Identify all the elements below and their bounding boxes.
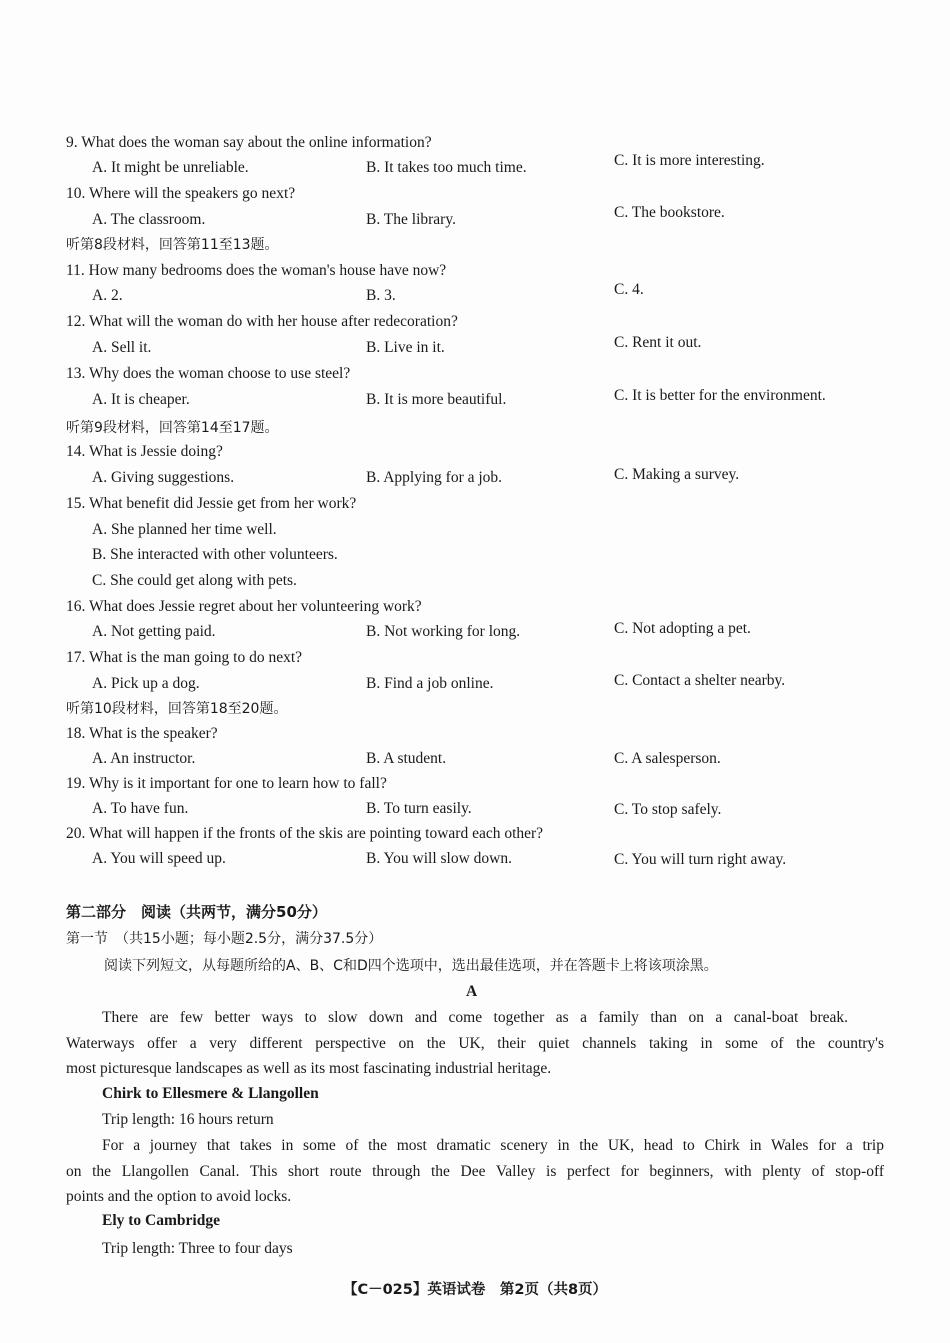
option-c: C. She could get along with pets. <box>92 572 297 589</box>
option-a: A. Not getting paid. <box>92 623 216 640</box>
question-14: 14. What is Jessie doing? <box>66 443 223 460</box>
option-a: A. Pick up a dog. <box>92 675 200 692</box>
section-heading-10: 听第10段材料，回答第18至20题。 <box>66 701 288 717</box>
question-19: 19. Why is it important for one to learn how to fall? <box>66 775 387 792</box>
option-a: A. You will speed up. <box>92 850 226 867</box>
option-b: B. To turn easily. <box>366 800 472 817</box>
option-a: A. She planned her time well. <box>92 521 277 538</box>
option-a: A. 2. <box>92 287 123 304</box>
section-heading-8: 听第8段材料，回答第11至13题。 <box>66 237 279 253</box>
option-b: B. It is more beautiful. <box>366 391 507 408</box>
option-c: C. To stop safely. <box>614 801 722 818</box>
option-b: B. It takes too much time. <box>366 159 527 176</box>
option-c: C. It is more interesting. <box>614 152 765 169</box>
section-heading-9: 听第9段材料，回答第14至17题。 <box>66 420 279 436</box>
option-c: C. The bookstore. <box>614 204 725 221</box>
question-9: 9. What does the woman say about the online information? <box>66 134 432 151</box>
trip1-line-1: For a journey that takes in some of the most dramatic scenery in the UK, head to Chirk in Wales for a trip <box>102 1137 884 1154</box>
question-20: 20. What will happen if the fronts of the skis are pointing toward each other? <box>66 825 544 842</box>
question-18: 18. What is the speaker? <box>66 725 218 742</box>
trip1-line-3: points and the option to avoid locks. <box>66 1188 292 1205</box>
option-a: A. An instructor. <box>92 750 196 767</box>
option-b: B. You will slow down. <box>366 850 512 867</box>
question-13: 13. Why does the woman choose to use steel? <box>66 365 351 382</box>
intro-line-3: most picturesque landscapes as well as its most fascinating industrial heritage. <box>66 1060 552 1077</box>
intro-line-1: There are few better ways to slow down and come together as a family than on a canal-boat break. <box>102 1009 848 1026</box>
question-10: 10. Where will the speakers go next? <box>66 185 296 202</box>
option-c: C. 4. <box>614 281 644 298</box>
question-17: 17. What is the man going to do next? <box>66 649 303 666</box>
trip1-line-2: on the Llangollen Canal. This short route through the Dee Valley is perfect for beginners, with plenty of stop-off <box>66 1163 884 1180</box>
option-b: B. She interacted with other volunteers. <box>92 546 338 563</box>
option-c: C. Not adopting a pet. <box>614 620 751 637</box>
instructions: 阅读下列短文，从每题所给的A、B、C和D四个选项中，选出最佳选项，并在答题卡上将该项涂黑。 <box>104 958 718 974</box>
option-a: A. The classroom. <box>92 211 206 228</box>
option-a: A. It is cheaper. <box>92 391 190 408</box>
part-title: 第二部分 阅读（共两节，满分50分） <box>66 903 327 921</box>
trip1-length: Trip length: 16 hours return <box>102 1111 274 1128</box>
option-b: B. 3. <box>366 287 396 304</box>
intro-line-2: Waterways offer a very different perspective on the UK, their quiet channels taking in some of the country's <box>66 1035 884 1052</box>
trip2-title: Ely to Cambridge <box>102 1212 220 1229</box>
option-a: A. Sell it. <box>92 339 152 356</box>
option-c: C. Making a survey. <box>614 466 740 483</box>
option-c: C. Rent it out. <box>614 334 702 351</box>
option-b: B. Find a job online. <box>366 675 494 692</box>
section-title: 第一节 （共15小题；每小题2.5分，满分37.5分） <box>66 931 383 947</box>
option-c: C. A salesperson. <box>614 750 721 767</box>
option-a: A. It might be unreliable. <box>92 159 249 176</box>
option-b: B. A student. <box>366 750 447 767</box>
question-16: 16. What does Jessie regret about her volunteering work? <box>66 598 422 615</box>
passage-label: A <box>466 983 478 1000</box>
option-a: A. Giving suggestions. <box>92 469 235 486</box>
option-b: B. Applying for a job. <box>366 469 503 486</box>
trip1-title: Chirk to Ellesmere & Llangollen <box>102 1085 319 1102</box>
question-11: 11. How many bedrooms does the woman's house have now? <box>66 262 447 279</box>
question-15: 15. What benefit did Jessie get from her work? <box>66 495 357 512</box>
option-a: A. To have fun. <box>92 800 189 817</box>
option-b: B. Live in it. <box>366 339 445 356</box>
option-c: C. It is better for the environment. <box>614 387 826 404</box>
page-footer: 【C－025】英语试卷 第2页（共8页） <box>342 1282 608 1298</box>
option-c: C. You will turn right away. <box>614 851 787 868</box>
option-c: C. Contact a shelter nearby. <box>614 672 786 689</box>
trip2-length: Trip length: Three to four days <box>102 1240 293 1257</box>
option-b: B. The library. <box>366 211 456 228</box>
option-b: B. Not working for long. <box>366 623 521 640</box>
question-12: 12. What will the woman do with her house after redecoration? <box>66 313 458 330</box>
